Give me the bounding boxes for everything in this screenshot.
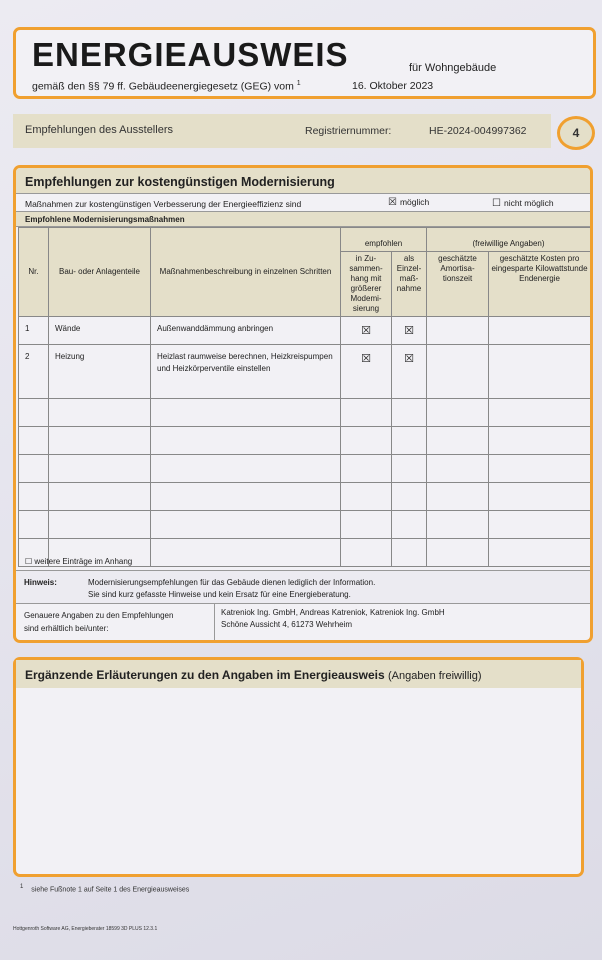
recommended-measures-label: Empfohlene Modernisierungsmaßnahmen	[25, 215, 185, 224]
table-row-empty	[19, 511, 591, 539]
hint-label: Hinweis:	[24, 578, 57, 587]
issue-date: 16. Oktober 2023	[352, 80, 434, 92]
legal-basis-text: gemäß den §§ 79 ff. Gebäudeenergiegesetz (GEG) vom	[32, 80, 294, 93]
details-label-line-1: Genauere Angaben zu den Empfehlungen	[24, 611, 174, 620]
row-nr: 1	[19, 317, 49, 345]
hint-row	[16, 570, 590, 604]
possible-label: möglich	[399, 197, 430, 207]
table-row	[19, 345, 591, 399]
row-nr: 2	[19, 345, 49, 399]
footnote-text: siehe Fußnote 1 auf Seite 1 des Energieausweises	[31, 886, 190, 894]
row-part: Heizung	[49, 345, 151, 399]
details-label	[24, 610, 204, 636]
document-subtitle: für Wohngebäude	[409, 62, 497, 74]
measures-possibility-row	[16, 194, 590, 212]
unchecked-box-icon: ☐	[492, 198, 501, 209]
col-costs-header: geschätzte Kosten pro eingesparte Kilowattstunde Endenergie	[489, 252, 591, 317]
modernization-title: Empfehlungen zur kostengünstigen Modernisierung	[25, 175, 335, 189]
document-title: ENERGIEAUSWEIS	[32, 36, 349, 73]
details-label-line-2: sind erhältlich bei/unter:	[24, 623, 109, 633]
row-part: Wände	[49, 317, 151, 345]
row-amortization	[427, 345, 489, 399]
row-costs	[489, 317, 591, 345]
hint-line-1: Modernisierungsempfehlungen für das Gebäude dienen lediglich der Information.	[88, 578, 376, 587]
measures-table	[18, 227, 591, 567]
details-contact-line-2: Schöne Aussicht 4, 61273 Wehrheim	[221, 620, 353, 630]
col-description-header: Maßnahmenbeschreibung in einzelnen Schritten	[151, 228, 341, 317]
table-row-empty	[19, 399, 591, 427]
explanations-section	[13, 657, 584, 877]
details-contact	[221, 607, 445, 632]
explanations-header	[16, 660, 581, 688]
possible-option[interactable]	[388, 197, 429, 208]
recommendations-title: Empfehlungen des Ausstellers	[25, 124, 173, 136]
not-possible-option[interactable]	[492, 198, 554, 209]
row-single-checkbox[interactable]: ☒	[392, 317, 427, 345]
registration-number: HE-2024-004997362	[429, 125, 527, 137]
col-optional-header: (freiwillige Angaben)	[427, 228, 591, 252]
more-entries-label: weitere Einträge im Anhang	[34, 557, 133, 566]
checked-box-icon: ☒	[388, 197, 397, 208]
row-combined-checkbox[interactable]: ☒	[341, 317, 392, 345]
details-contact-line-1: Katreniok Ing. GmbH, Andreas Katreniok, Katreniok Ing. GmbH	[221, 608, 445, 617]
col-recommended-header: empfohlen	[341, 228, 427, 252]
col-combined-header: in Zu-sammen-hang mit größerer Modemi-sierung	[341, 252, 392, 317]
table-row-empty	[19, 427, 591, 455]
row-description: Außenwanddämmung anbringen	[151, 317, 341, 345]
recommended-measures-header	[16, 212, 590, 227]
footnote	[20, 884, 189, 893]
row-costs	[489, 345, 591, 399]
measures-label: Maßnahmen zur kostengünstigen Verbesserung der Energieeffizienz sind	[25, 199, 302, 209]
legal-footnote-ref: 1	[296, 80, 301, 87]
more-entries-option[interactable]	[25, 557, 132, 566]
explanations-title-suffix: (Angaben freiwillig)	[387, 670, 482, 682]
not-possible-label: nicht möglich	[503, 198, 554, 208]
modernization-section	[13, 165, 593, 643]
table-row-empty	[19, 483, 591, 511]
recommendations-bar	[13, 114, 551, 148]
hint-line-2: Sie sind kurz gefasste Hinweise und kein Ersatz für eine Energieberatung.	[88, 590, 351, 599]
table-row-empty	[19, 455, 591, 483]
page-number-badge: 4	[557, 116, 595, 150]
table-row	[19, 317, 591, 345]
col-amortization-header: geschätzte Amortisa-tionszeit	[427, 252, 489, 317]
row-combined-checkbox[interactable]: ☒	[341, 345, 392, 399]
header-box	[13, 27, 596, 99]
row-amortization	[427, 317, 489, 345]
modernization-header	[16, 168, 590, 194]
row-description: Heizlast raumweise berechnen, Heizkreispumpen und Heizkörperventile einstellen	[151, 345, 341, 399]
explanations-title: Ergänzende Erläuterungen zu den Angaben im Energieausweis	[25, 668, 385, 682]
unchecked-box-icon: ☐	[25, 557, 33, 566]
details-divider	[214, 604, 215, 643]
registration-label: Registriernummer:	[305, 125, 392, 137]
legal-basis	[32, 80, 301, 93]
explanations-title-wrap	[25, 668, 482, 682]
col-part-header: Bau- oder Anlagenteile	[49, 228, 151, 317]
col-single-header: als Einzel-maß-nahme	[392, 252, 427, 317]
row-single-checkbox[interactable]: ☒	[392, 345, 427, 399]
col-nr-header: Nr.	[19, 228, 49, 317]
footnote-number: 1	[20, 884, 24, 890]
software-credit: Hottgenroth Software AG, Energieberater 18599 3D PLUS 12.3.1	[13, 926, 158, 932]
